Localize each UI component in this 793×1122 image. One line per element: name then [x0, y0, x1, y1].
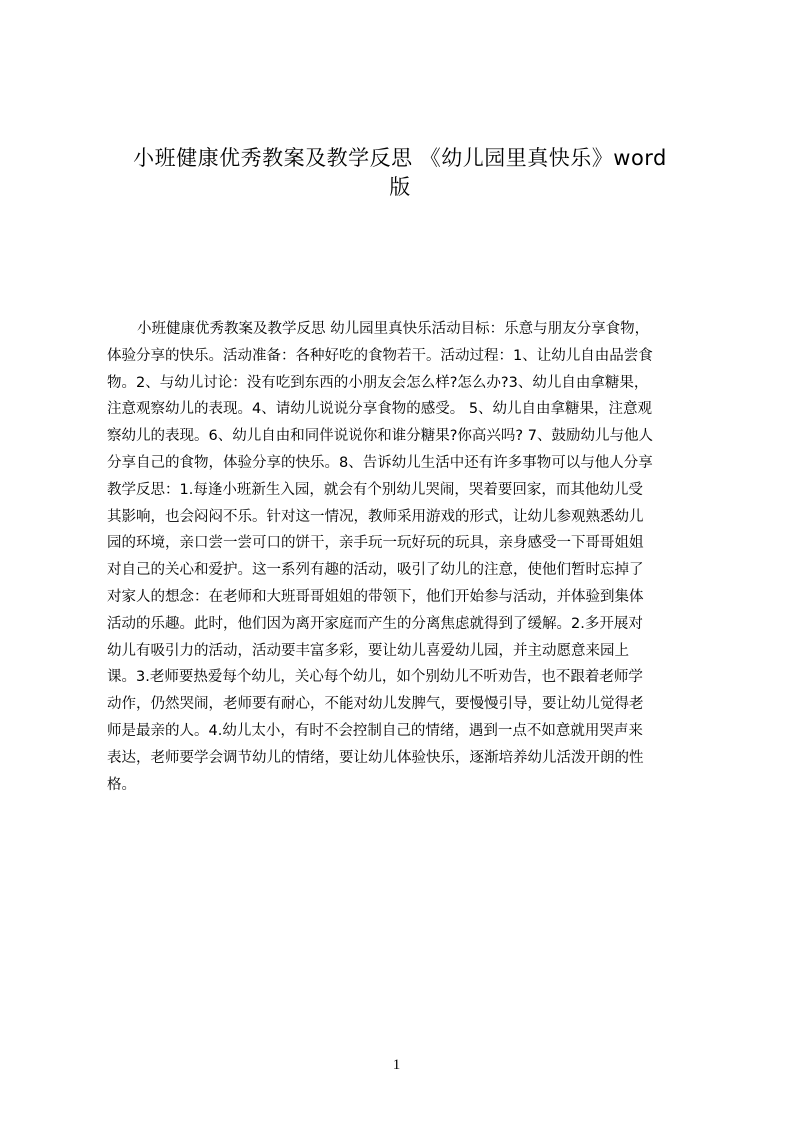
body-line: 物。2、与幼儿讨论：没有吃到东西的小朋友会怎么样?怎么办?3、幼儿自由拿糖果， [107, 374, 649, 391]
body-line: 动作，仍然哭闹，老师要有耐心，不能对幼儿发脾气，要慢慢引导，要让幼儿觉得老 [107, 696, 644, 713]
page-number: 1 [392, 1057, 401, 1073]
body-line: 注意观察幼儿的表现。4、请幼儿说说分享食物的感受。 5、幼儿自由拿糖果，注意观 [107, 401, 653, 418]
document-title [100, 144, 700, 202]
body-line: 察幼儿的表现。6、幼儿自由和同伴说说你和谁分糖果?你高兴吗? 7、鼓励幼儿与他人 [107, 428, 653, 445]
title-line-1: 小班健康优秀教案及教学反思 《幼儿园里真快乐》word [133, 146, 667, 170]
body-line: 园的环境，亲口尝一尝可口的饼干，亲手玩一玩好玩的玩具，亲身感受一下哥哥姐姐 [107, 535, 644, 552]
body-line: 其影响，也会闷闷不乐。针对这一情况，教师采用游戏的形式，让幼儿参观熟悉幼儿 [107, 508, 644, 525]
body-line: 表达，老师要学会调节幼儿的情绪，要让幼儿体验快乐，逐渐培养幼儿活泼开朗的性 [107, 749, 644, 766]
title-line-2: 版 [389, 175, 411, 199]
body-line: 对家人的想念：在老师和大班哥哥姐姐的带领下，他们开始参与活动，并体验到集体 [107, 588, 644, 605]
body-line: 小班健康优秀教案及教学反思 幼儿园里真快乐活动目标：乐意与朋友分享食物， [137, 321, 650, 337]
body-line: 幼儿有吸引力的活动，活动要丰富多彩，要让幼儿喜爱幼儿园，并主动愿意来园上 [107, 642, 629, 659]
body-line: 教学反思：1.每逢小班新生入园，就会有个别幼儿哭闹，哭着要回家，而其他幼儿受 [107, 481, 643, 498]
body-line: 对自己的关心和爱护。这一系列有趣的活动，吸引了幼儿的注意，使他们暂时忘掉了 [107, 562, 644, 579]
body-paragraph [107, 316, 697, 798]
body-line: 体验分享的快乐。活动准备：各种好吃的食物若干。活动过程：1、让幼儿自由品尝食 [107, 347, 653, 364]
body-line: 分享自己的食物，体验分享的快乐。8、告诉幼儿生活中还有许多事物可以与他人分享 [107, 454, 653, 471]
body-line: 师是最亲的人。4.幼儿太小，有时不会控制自己的情绪，遇到一点不如意就用哭声来 [107, 722, 643, 739]
body-line: 课。3.老师要热爱每个幼儿，关心每个幼儿，如个别幼儿不听劝告，也不跟着老师学 [107, 669, 643, 686]
body-line: 活动的乐趣。此时，他们因为离开家庭而产生的分离焦虑就得到了缓解。2.多开展对 [107, 615, 643, 632]
body-line: 格。 [107, 776, 136, 793]
